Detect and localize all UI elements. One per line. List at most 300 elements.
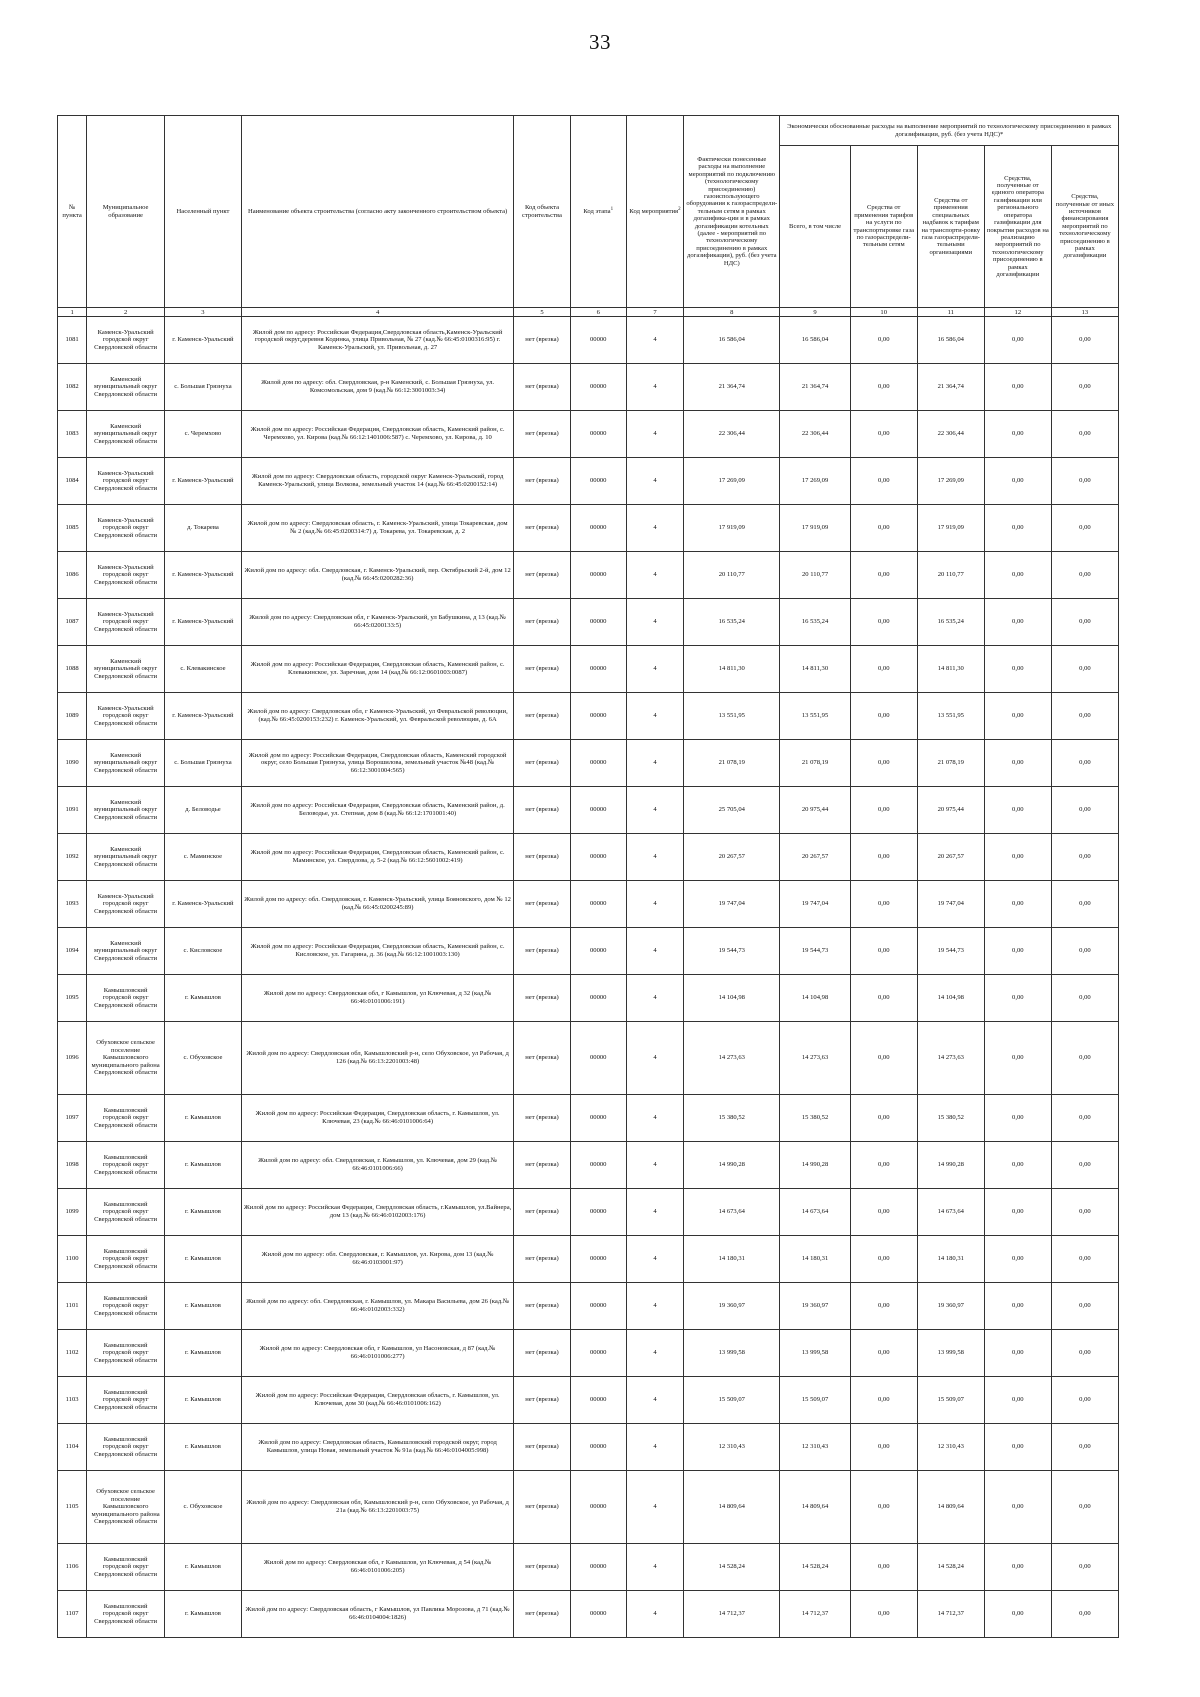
activity-code-cell: 4 bbox=[626, 787, 683, 834]
operator-funds-cell: 0,00 bbox=[984, 1544, 1051, 1591]
operator-funds-cell: 0,00 bbox=[984, 1377, 1051, 1424]
surcharge-funds-cell: 19 360,97 bbox=[917, 1283, 984, 1330]
stage-code-cell: 00000 bbox=[570, 364, 626, 411]
object-code-cell: нет (врезка) bbox=[514, 1236, 570, 1283]
object-code-cell: нет (врезка) bbox=[514, 1424, 570, 1471]
object-code-cell: нет (врезка) bbox=[514, 599, 570, 646]
header-object-code: Код объекта строительства bbox=[514, 116, 570, 308]
stage-code-cell: 00000 bbox=[570, 693, 626, 740]
item-number: 1088 bbox=[58, 646, 87, 693]
actual-costs-cell: 20 110,77 bbox=[684, 552, 780, 599]
settlement-cell: с. Кисловское bbox=[165, 928, 242, 975]
surcharge-funds-cell: 12 310,43 bbox=[917, 1424, 984, 1471]
object-code-cell: нет (врезка) bbox=[514, 1591, 570, 1638]
actual-costs-cell: 14 990,28 bbox=[684, 1142, 780, 1189]
column-number: 11 bbox=[917, 308, 984, 317]
other-funds-cell: 0,00 bbox=[1051, 505, 1118, 552]
other-funds-cell: 0,00 bbox=[1051, 1022, 1118, 1095]
item-number: 1102 bbox=[58, 1330, 87, 1377]
other-funds-cell: 0,00 bbox=[1051, 693, 1118, 740]
table-row bbox=[58, 1283, 1119, 1330]
surcharge-funds-cell: 13 999,58 bbox=[917, 1330, 984, 1377]
municipality-cell: Камышловский городской округ Свердловской области bbox=[87, 1591, 165, 1638]
object-name-cell: Жилой дом по адресу: Свердловская обл, г Каменск-Уральский, ул Февральской революции, (кад.№ 66:45:0200153:232) г. Каменск-Уральский, ул. Февральской революции, д. 6А bbox=[241, 693, 514, 740]
object-name-cell: Жилой дом по адресу: Российская Федерация, Свердловская область, Каменский район, с. Клевакинское, ул. Заречная, дом 14 (кад.№ 66:12:0601003:0087) bbox=[241, 646, 514, 693]
item-number: 1082 bbox=[58, 364, 87, 411]
tariff-funds-cell: 0,00 bbox=[850, 740, 917, 787]
surcharge-funds-cell: 19 544,73 bbox=[917, 928, 984, 975]
item-number: 1087 bbox=[58, 599, 87, 646]
table-row bbox=[58, 1189, 1119, 1236]
actual-costs-cell: 14 811,30 bbox=[684, 646, 780, 693]
municipality-cell: Камышловский городской округ Свердловской области bbox=[87, 1236, 165, 1283]
settlement-cell: г. Камышлов bbox=[165, 1424, 242, 1471]
tariff-funds-cell: 0,00 bbox=[850, 881, 917, 928]
total-cell: 17 919,09 bbox=[780, 505, 850, 552]
item-number: 1107 bbox=[58, 1591, 87, 1638]
activity-code-cell: 4 bbox=[626, 928, 683, 975]
activity-code-cell: 4 bbox=[626, 552, 683, 599]
tariff-funds-cell: 0,00 bbox=[850, 1095, 917, 1142]
activity-code-cell: 4 bbox=[626, 1544, 683, 1591]
actual-costs-cell: 14 528,24 bbox=[684, 1544, 780, 1591]
object-name-cell: Жилой дом по адресу: Российская Федерация, Свердловская область, Каменский район, с. Маминское, ул. Свердлова, д. 5-2 (кад.№ 66:12:5601002:419) bbox=[241, 834, 514, 881]
header-item-number: № пункта bbox=[58, 116, 87, 308]
operator-funds-cell: 0,00 bbox=[984, 646, 1051, 693]
municipality-cell: Каменский муниципальный округ Свердловской области bbox=[87, 646, 165, 693]
surcharge-funds-cell: 15 380,52 bbox=[917, 1095, 984, 1142]
activity-code-cell: 4 bbox=[626, 411, 683, 458]
object-name-cell: Жилой дом по адресу: Российская Федерация, Свердловская область, Каменский район, с. Кисловское, ул. Гагарина, д. 36 (кад.№ 66:12:1001003:130) bbox=[241, 928, 514, 975]
object-name-cell: Жилой дом по адресу: обл. Свердловская, г. Камышлов, ул. Ключевая, дом 29 (кад.№ 66:46:0101006:66) bbox=[241, 1142, 514, 1189]
other-funds-cell: 0,00 bbox=[1051, 1591, 1118, 1638]
municipality-cell: Камышловский городской округ Свердловской области bbox=[87, 1142, 165, 1189]
activity-code-cell: 4 bbox=[626, 1283, 683, 1330]
item-number: 1106 bbox=[58, 1544, 87, 1591]
municipality-cell: Камышловский городской округ Свердловской области bbox=[87, 1544, 165, 1591]
object-name-cell: Жилой дом по адресу: обл. Свердловская, г. Каменск-Уральский, пер. Октябрьский 2-й, дом 12 (кад.№ 66:45:0200282:36) bbox=[241, 552, 514, 599]
header-tariff-funds: Средства от применения тарифов на услуги по транспортировке газа по газораспредели-тельным сетям bbox=[850, 146, 917, 308]
object-name-cell: Жилой дом по адресу: Российская Федерация, Свердловская область, г. Камышлов, ул. Ключевая, дом 30 (кад.№ 66:46:0101006:162) bbox=[241, 1377, 514, 1424]
stage-code-cell: 00000 bbox=[570, 317, 626, 364]
table-row bbox=[58, 1544, 1119, 1591]
activity-code-cell: 4 bbox=[626, 1095, 683, 1142]
settlement-cell: г. Каменск-Уральский bbox=[165, 458, 242, 505]
actual-costs-cell: 25 705,04 bbox=[684, 787, 780, 834]
table-row bbox=[58, 1591, 1119, 1638]
activity-code-cell: 4 bbox=[626, 1424, 683, 1471]
total-cell: 14 809,64 bbox=[780, 1471, 850, 1544]
other-funds-cell: 0,00 bbox=[1051, 1377, 1118, 1424]
item-number: 1083 bbox=[58, 411, 87, 458]
tariff-funds-cell: 0,00 bbox=[850, 552, 917, 599]
tariff-funds-cell: 0,00 bbox=[850, 1424, 917, 1471]
municipality-cell: Каменск-Уральский городской округ Свердловской области bbox=[87, 317, 165, 364]
object-name-cell: Жилой дом по адресу: Российская Федерация, Свердловская область, г. Камышлов, ул. Ключевая, 23 (кад.№ 66:46:0101006:64) bbox=[241, 1095, 514, 1142]
settlement-cell: с. Обуховское bbox=[165, 1022, 242, 1095]
operator-funds-cell: 0,00 bbox=[984, 1095, 1051, 1142]
other-funds-cell: 0,00 bbox=[1051, 552, 1118, 599]
object-code-cell: нет (врезка) bbox=[514, 1095, 570, 1142]
tariff-funds-cell: 0,00 bbox=[850, 975, 917, 1022]
municipality-cell: Камышловский городской округ Свердловской области bbox=[87, 1189, 165, 1236]
tariff-funds-cell: 0,00 bbox=[850, 1544, 917, 1591]
actual-costs-cell: 21 078,19 bbox=[684, 740, 780, 787]
column-number: 3 bbox=[165, 308, 242, 317]
actual-costs-cell: 19 360,97 bbox=[684, 1283, 780, 1330]
header-stage-code bbox=[570, 116, 626, 308]
activity-code-cell: 4 bbox=[626, 1189, 683, 1236]
object-code-cell: нет (врезка) bbox=[514, 1189, 570, 1236]
other-funds-cell: 0,00 bbox=[1051, 411, 1118, 458]
header-object-name: Наименование объекта строительства (согласно акту законченного строительством объекта) bbox=[241, 116, 514, 308]
tariff-funds-cell: 0,00 bbox=[850, 787, 917, 834]
surcharge-funds-cell: 14 990,28 bbox=[917, 1142, 984, 1189]
settlement-cell: с. Большая Грязнуха bbox=[165, 364, 242, 411]
operator-funds-cell: 0,00 bbox=[984, 1022, 1051, 1095]
municipality-cell: Каменск-Уральский городской округ Свердловской области bbox=[87, 881, 165, 928]
object-name-cell: Жилой дом по адресу: Свердловская обл, г Камышлов, ул Насоновская, д 87 (кад.№ 66:46:0101006:277) bbox=[241, 1330, 514, 1377]
municipality-cell: Камышловский городской округ Свердловской области bbox=[87, 1283, 165, 1330]
surcharge-funds-cell: 14 673,64 bbox=[917, 1189, 984, 1236]
surcharge-funds-cell: 17 269,09 bbox=[917, 458, 984, 505]
surcharge-funds-cell: 19 747,04 bbox=[917, 881, 984, 928]
municipality-cell: Обуховское сельское поселение Камышловского муниципального района Свердловской области bbox=[87, 1471, 165, 1544]
total-cell: 14 990,28 bbox=[780, 1142, 850, 1189]
operator-funds-cell: 0,00 bbox=[984, 1330, 1051, 1377]
item-number: 1100 bbox=[58, 1236, 87, 1283]
municipality-cell: Каменский муниципальный округ Свердловской области bbox=[87, 740, 165, 787]
stage-code-cell: 00000 bbox=[570, 599, 626, 646]
object-code-cell: нет (врезка) bbox=[514, 317, 570, 364]
surcharge-funds-cell: 20 110,77 bbox=[917, 552, 984, 599]
table-row bbox=[58, 1330, 1119, 1377]
tariff-funds-cell: 0,00 bbox=[850, 1283, 917, 1330]
total-cell: 15 509,07 bbox=[780, 1377, 850, 1424]
item-number: 1091 bbox=[58, 787, 87, 834]
other-funds-cell: 0,00 bbox=[1051, 1142, 1118, 1189]
stage-code-cell: 00000 bbox=[570, 928, 626, 975]
actual-costs-cell: 14 180,31 bbox=[684, 1236, 780, 1283]
tariff-funds-cell: 0,00 bbox=[850, 646, 917, 693]
total-cell: 16 535,24 bbox=[780, 599, 850, 646]
object-code-cell: нет (врезка) bbox=[514, 1330, 570, 1377]
actual-costs-cell: 13 551,95 bbox=[684, 693, 780, 740]
object-code-cell: нет (врезка) bbox=[514, 411, 570, 458]
total-cell: 21 078,19 bbox=[780, 740, 850, 787]
operator-funds-cell: 0,00 bbox=[984, 1591, 1051, 1638]
activity-code-cell: 4 bbox=[626, 975, 683, 1022]
tariff-funds-cell: 0,00 bbox=[850, 411, 917, 458]
actual-costs-cell: 13 999,58 bbox=[684, 1330, 780, 1377]
header-stage-code-text: Код этапа bbox=[583, 207, 611, 215]
tariff-funds-cell: 0,00 bbox=[850, 928, 917, 975]
other-funds-cell: 0,00 bbox=[1051, 458, 1118, 505]
stage-code-cell: 00000 bbox=[570, 646, 626, 693]
item-number: 1095 bbox=[58, 975, 87, 1022]
surcharge-funds-cell: 21 078,19 bbox=[917, 740, 984, 787]
actual-costs-cell: 15 509,07 bbox=[684, 1377, 780, 1424]
table-row bbox=[58, 364, 1119, 411]
other-funds-cell: 0,00 bbox=[1051, 1283, 1118, 1330]
total-cell: 16 586,04 bbox=[780, 317, 850, 364]
surcharge-funds-cell: 15 509,07 bbox=[917, 1377, 984, 1424]
actual-costs-cell: 14 673,64 bbox=[684, 1189, 780, 1236]
actual-costs-cell: 14 273,63 bbox=[684, 1022, 780, 1095]
stage-code-cell: 00000 bbox=[570, 1544, 626, 1591]
item-number: 1081 bbox=[58, 317, 87, 364]
stage-code-cell: 00000 bbox=[570, 1471, 626, 1544]
operator-funds-cell: 0,00 bbox=[984, 740, 1051, 787]
actual-costs-cell: 17 269,09 bbox=[684, 458, 780, 505]
object-name-cell: Жилой дом по адресу: Свердловская обл, г Камышлов, ул Ключевая, д 54 (кад.№ 66:46:0101006:205) bbox=[241, 1544, 514, 1591]
operator-funds-cell: 0,00 bbox=[984, 364, 1051, 411]
settlement-cell: г. Камышлов bbox=[165, 1330, 242, 1377]
table-row bbox=[58, 552, 1119, 599]
municipality-cell: Каменск-Уральский городской округ Свердловской области bbox=[87, 505, 165, 552]
settlement-cell: г. Камышлов bbox=[165, 1142, 242, 1189]
actual-costs-cell: 12 310,43 bbox=[684, 1424, 780, 1471]
object-name-cell: Жилой дом по адресу: обл. Свердловская, г. Камышлов, ул. Кирова, дом 13 (кад.№ 66:46:0103001:97) bbox=[241, 1236, 514, 1283]
settlement-cell: г. Камышлов bbox=[165, 975, 242, 1022]
item-number: 1090 bbox=[58, 740, 87, 787]
header-settlement: Населенный пункт bbox=[165, 116, 242, 308]
surcharge-funds-cell: 14 712,37 bbox=[917, 1591, 984, 1638]
other-funds-cell: 0,00 bbox=[1051, 364, 1118, 411]
activity-code-cell: 4 bbox=[626, 317, 683, 364]
tariff-funds-cell: 0,00 bbox=[850, 834, 917, 881]
table-header bbox=[58, 116, 1119, 317]
activity-code-cell: 4 bbox=[626, 1022, 683, 1095]
surcharge-funds-cell: 20 267,57 bbox=[917, 834, 984, 881]
item-number: 1094 bbox=[58, 928, 87, 975]
tariff-funds-cell: 0,00 bbox=[850, 1022, 917, 1095]
total-cell: 14 104,98 bbox=[780, 975, 850, 1022]
column-number: 9 bbox=[780, 308, 850, 317]
activity-code-cell: 4 bbox=[626, 505, 683, 552]
object-name-cell: Жилой дом по адресу: Российская Федерация, Свердловская область, Каменский район, д. Беловодье, ул. Степная, дом 8 (кад.№ 66:12:1701001:40) bbox=[241, 787, 514, 834]
stage-code-cell: 00000 bbox=[570, 834, 626, 881]
stage-code-cell: 00000 bbox=[570, 1236, 626, 1283]
column-number: 2 bbox=[87, 308, 165, 317]
item-number: 1089 bbox=[58, 693, 87, 740]
total-cell: 19 544,73 bbox=[780, 928, 850, 975]
table-row bbox=[58, 881, 1119, 928]
activity-code-cell: 4 bbox=[626, 1377, 683, 1424]
total-cell: 22 306,44 bbox=[780, 411, 850, 458]
tariff-funds-cell: 0,00 bbox=[850, 505, 917, 552]
item-number: 1085 bbox=[58, 505, 87, 552]
total-cell: 15 380,52 bbox=[780, 1095, 850, 1142]
header-stage-code-footnote: 1 bbox=[610, 206, 614, 212]
tariff-funds-cell: 0,00 bbox=[850, 1142, 917, 1189]
municipality-cell: Каменск-Уральский городской округ Свердловской области bbox=[87, 458, 165, 505]
table-row bbox=[58, 1095, 1119, 1142]
actual-costs-cell: 21 364,74 bbox=[684, 364, 780, 411]
total-cell: 14 673,64 bbox=[780, 1189, 850, 1236]
actual-costs-cell: 20 267,57 bbox=[684, 834, 780, 881]
municipality-cell: Камышловский городской округ Свердловской области bbox=[87, 1330, 165, 1377]
other-funds-cell: 0,00 bbox=[1051, 599, 1118, 646]
object-code-cell: нет (врезка) bbox=[514, 1544, 570, 1591]
settlement-cell: г. Камышлов bbox=[165, 1377, 242, 1424]
surcharge-funds-cell: 22 306,44 bbox=[917, 411, 984, 458]
object-name-cell: Жилой дом по адресу: Свердловская область, г. Каменск-Уральский, улица Токаревская, дом № 2 (кад.№ 66:45:0200314:7) д. Токарева, ул. Токаревская, д. 2 bbox=[241, 505, 514, 552]
tariff-funds-cell: 0,00 bbox=[850, 1330, 917, 1377]
table-row bbox=[58, 1471, 1119, 1544]
operator-funds-cell: 0,00 bbox=[984, 834, 1051, 881]
object-code-cell: нет (врезка) bbox=[514, 928, 570, 975]
stage-code-cell: 00000 bbox=[570, 1377, 626, 1424]
operator-funds-cell: 0,00 bbox=[984, 317, 1051, 364]
operator-funds-cell: 0,00 bbox=[984, 1471, 1051, 1544]
object-code-cell: нет (врезка) bbox=[514, 740, 570, 787]
other-funds-cell: 0,00 bbox=[1051, 1330, 1118, 1377]
item-number: 1093 bbox=[58, 881, 87, 928]
item-number: 1086 bbox=[58, 552, 87, 599]
stage-code-cell: 00000 bbox=[570, 1142, 626, 1189]
header-operator-funds: Средства, полученные от единого оператора газификации или регионального оператора газификации для покрытия расходов на реализацию мероприятий по технологическому присоединению в рамках догазификации bbox=[984, 146, 1051, 308]
municipality-cell: Каменск-Уральский городской округ Свердловской области bbox=[87, 693, 165, 740]
municipality-cell: Каменский муниципальный округ Свердловской области bbox=[87, 364, 165, 411]
total-cell: 14 273,63 bbox=[780, 1022, 850, 1095]
total-cell: 13 999,58 bbox=[780, 1330, 850, 1377]
other-funds-cell: 0,00 bbox=[1051, 1095, 1118, 1142]
other-funds-cell: 0,00 bbox=[1051, 740, 1118, 787]
header-activity-code bbox=[626, 116, 683, 308]
item-number: 1104 bbox=[58, 1424, 87, 1471]
operator-funds-cell: 0,00 bbox=[984, 1236, 1051, 1283]
surcharge-funds-cell: 14 104,98 bbox=[917, 975, 984, 1022]
activity-code-cell: 4 bbox=[626, 1471, 683, 1544]
item-number: 1092 bbox=[58, 834, 87, 881]
other-funds-cell: 0,00 bbox=[1051, 881, 1118, 928]
tariff-funds-cell: 0,00 bbox=[850, 693, 917, 740]
gasification-costs-table bbox=[57, 115, 1119, 1638]
tariff-funds-cell: 0,00 bbox=[850, 1189, 917, 1236]
object-name-cell: Жилой дом по адресу: Свердловская обл, Камышловский р-н, село Обуховское, ул Рабочая, д 21а (кад.№ 66:13:2201003:75) bbox=[241, 1471, 514, 1544]
header-municipality: Муниципальное образование bbox=[87, 116, 165, 308]
settlement-cell: г. Каменск-Уральский bbox=[165, 317, 242, 364]
settlement-cell: с. Клевакинское bbox=[165, 646, 242, 693]
stage-code-cell: 00000 bbox=[570, 1189, 626, 1236]
column-number: 7 bbox=[626, 308, 683, 317]
column-number: 13 bbox=[1051, 308, 1118, 317]
operator-funds-cell: 0,00 bbox=[984, 599, 1051, 646]
surcharge-funds-cell: 21 364,74 bbox=[917, 364, 984, 411]
total-cell: 12 310,43 bbox=[780, 1424, 850, 1471]
object-name-cell: Жилой дом по адресу: Российская Федерация, Свердловская область, Каменский городской округ, село Большая Грязнуха, улица Ворошилова, земельный участок №48 (кад.№ 66:12:3001004:565) bbox=[241, 740, 514, 787]
object-name-cell: Жилой дом по адресу: Свердловская область, Камышловский городской округ, город Камышлов, улица Новая, земельный участок № 91а (кад.№ 66:46:0104005:998) bbox=[241, 1424, 514, 1471]
total-cell: 17 269,09 bbox=[780, 458, 850, 505]
activity-code-cell: 4 bbox=[626, 1142, 683, 1189]
total-cell: 21 364,74 bbox=[780, 364, 850, 411]
settlement-cell: г. Камышлов bbox=[165, 1283, 242, 1330]
object-name-cell: Жилой дом по адресу: Свердловская обл, Камышловский р-н, село Обуховское, ул Рабочая, д 126 (кад.№ 66:13:2201003:48) bbox=[241, 1022, 514, 1095]
object-name-cell: Жилой дом по адресу: Российская Федерация,Свердловская область,Каменск-Уральский городской округ,деревня Кодинка, улица Привольная, № 27 (кад.№ 66:45:0100316:95) г. Каменск-Уральский, ул. Привольная, д. 27 bbox=[241, 317, 514, 364]
operator-funds-cell: 0,00 bbox=[984, 881, 1051, 928]
surcharge-funds-cell: 13 551,95 bbox=[917, 693, 984, 740]
table-row bbox=[58, 1142, 1119, 1189]
header-other-funds: Средства, полученные от иных источников финансирования мероприятий по технологическому присоединению в рамках догазификации bbox=[1051, 146, 1118, 308]
total-cell: 14 180,31 bbox=[780, 1236, 850, 1283]
table-row bbox=[58, 646, 1119, 693]
activity-code-cell: 4 bbox=[626, 599, 683, 646]
stage-code-cell: 00000 bbox=[570, 787, 626, 834]
municipality-cell: Каменск-Уральский городской округ Свердловской области bbox=[87, 599, 165, 646]
other-funds-cell: 0,00 bbox=[1051, 1424, 1118, 1471]
actual-costs-cell: 19 747,04 bbox=[684, 881, 780, 928]
stage-code-cell: 00000 bbox=[570, 1424, 626, 1471]
other-funds-cell: 0,00 bbox=[1051, 317, 1118, 364]
object-code-cell: нет (врезка) bbox=[514, 787, 570, 834]
actual-costs-cell: 17 919,09 bbox=[684, 505, 780, 552]
other-funds-cell: 0,00 bbox=[1051, 1236, 1118, 1283]
table-row bbox=[58, 1377, 1119, 1424]
other-funds-cell: 0,00 bbox=[1051, 646, 1118, 693]
surcharge-funds-cell: 14 180,31 bbox=[917, 1236, 984, 1283]
column-number: 6 bbox=[570, 308, 626, 317]
other-funds-cell: 0,00 bbox=[1051, 834, 1118, 881]
surcharge-funds-cell: 14 273,63 bbox=[917, 1022, 984, 1095]
municipality-cell: Каменский муниципальный округ Свердловской области bbox=[87, 928, 165, 975]
activity-code-cell: 4 bbox=[626, 881, 683, 928]
settlement-cell: с. Черемхово bbox=[165, 411, 242, 458]
object-code-cell: нет (врезка) bbox=[514, 505, 570, 552]
total-cell: 14 811,30 bbox=[780, 646, 850, 693]
settlement-cell: г. Каменск-Уральский bbox=[165, 693, 242, 740]
column-number: 1 bbox=[58, 308, 87, 317]
activity-code-cell: 4 bbox=[626, 740, 683, 787]
object-code-cell: нет (врезка) bbox=[514, 552, 570, 599]
table-row bbox=[58, 787, 1119, 834]
municipality-cell: Каменский муниципальный округ Свердловской области bbox=[87, 787, 165, 834]
actual-costs-cell: 15 380,52 bbox=[684, 1095, 780, 1142]
object-code-cell: нет (врезка) bbox=[514, 693, 570, 740]
total-cell: 19 360,97 bbox=[780, 1283, 850, 1330]
stage-code-cell: 00000 bbox=[570, 552, 626, 599]
object-code-cell: нет (врезка) bbox=[514, 646, 570, 693]
item-number: 1105 bbox=[58, 1471, 87, 1544]
object-code-cell: нет (врезка) bbox=[514, 458, 570, 505]
activity-code-cell: 4 bbox=[626, 693, 683, 740]
activity-code-cell: 4 bbox=[626, 1236, 683, 1283]
object-name-cell: Жилой дом по адресу: Свердловская область, городской округ Каменск-Уральский, город Каменск-Уральский, улица Волкова, земельный участок 14 (кад.№ 66:45:0200152:14) bbox=[241, 458, 514, 505]
table-row bbox=[58, 1022, 1119, 1095]
other-funds-cell: 0,00 bbox=[1051, 787, 1118, 834]
object-code-cell: нет (врезка) bbox=[514, 975, 570, 1022]
settlement-cell: с. Большая Грязнуха bbox=[165, 740, 242, 787]
settlement-cell: г. Каменск-Уральский bbox=[165, 881, 242, 928]
object-name-cell: Жилой дом по адресу: Свердловская область, г Камышлов, ул Павлика Морозова, д 71 (кад.№ 66:46:0104004:1826) bbox=[241, 1591, 514, 1638]
operator-funds-cell: 0,00 bbox=[984, 411, 1051, 458]
surcharge-funds-cell: 20 975,44 bbox=[917, 787, 984, 834]
object-code-cell: нет (врезка) bbox=[514, 1471, 570, 1544]
operator-funds-cell: 0,00 bbox=[984, 1283, 1051, 1330]
object-code-cell: нет (врезка) bbox=[514, 1283, 570, 1330]
stage-code-cell: 00000 bbox=[570, 1591, 626, 1638]
actual-costs-cell: 22 306,44 bbox=[684, 411, 780, 458]
stage-code-cell: 00000 bbox=[570, 505, 626, 552]
column-number: 4 bbox=[241, 308, 514, 317]
settlement-cell: д. Токарева bbox=[165, 505, 242, 552]
actual-costs-cell: 14 712,37 bbox=[684, 1591, 780, 1638]
total-cell: 20 267,57 bbox=[780, 834, 850, 881]
stage-code-cell: 00000 bbox=[570, 458, 626, 505]
stage-code-cell: 00000 bbox=[570, 411, 626, 458]
municipality-cell: Обуховское сельское поселение Камышловского муниципального района Свердловской области bbox=[87, 1022, 165, 1095]
table-row bbox=[58, 740, 1119, 787]
